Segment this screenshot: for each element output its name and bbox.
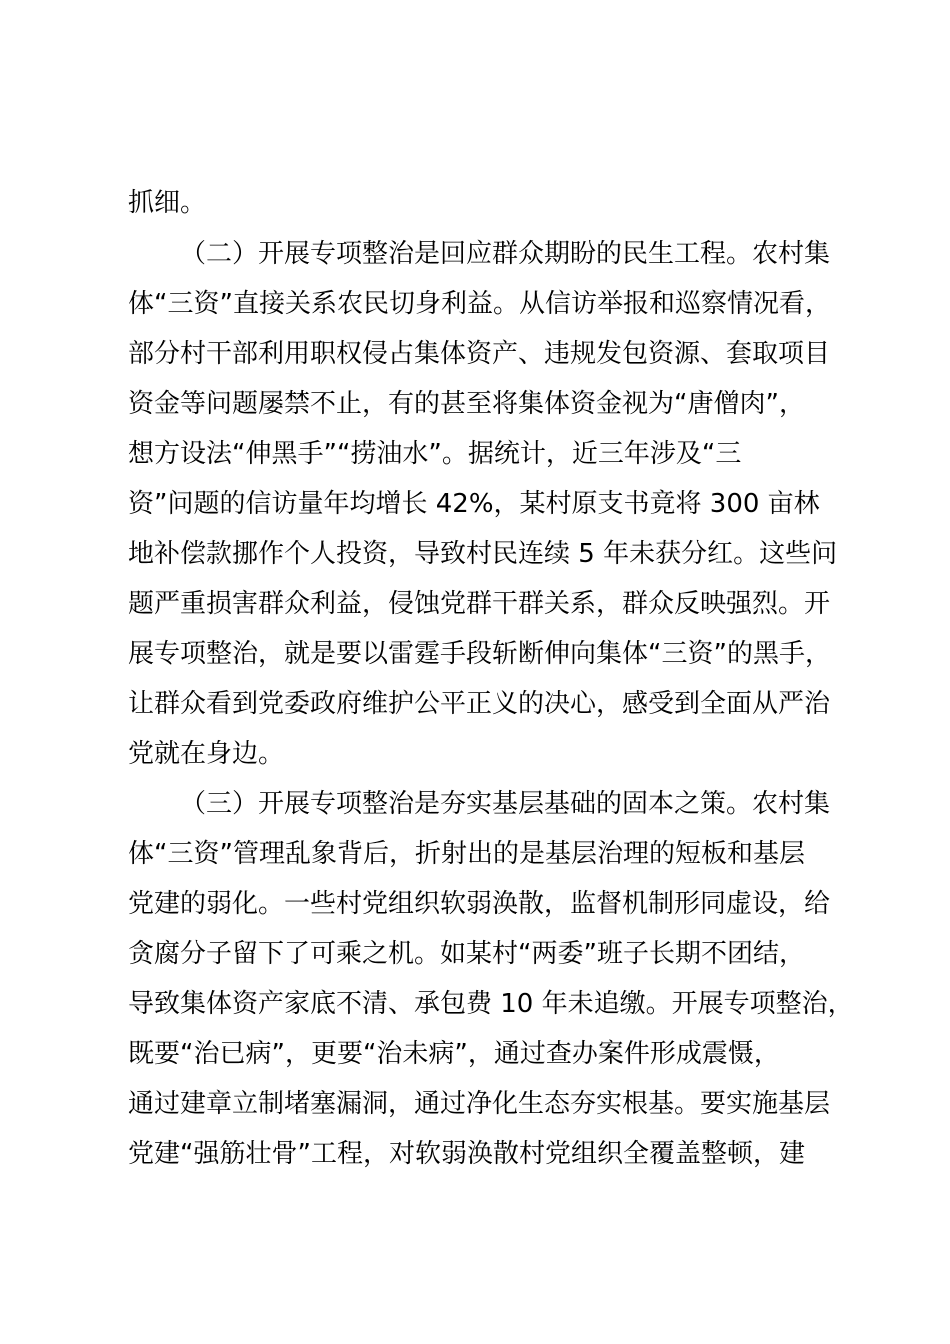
text-line: 资金等问题屡禁不止，有的甚至将集体资金视为“唐僧肉”， xyxy=(128,389,805,419)
text-line: 想方设法“伸黑手”“捞油水”。据统计，近三年涉及“三 xyxy=(128,439,742,469)
text-line: 部分村干部利用职权侵占集体资产、违规发包资源、套取项目 xyxy=(128,339,831,369)
text-line: 通过建章立制堵塞漏洞，通过净化生态夯实根基。要实施基层 xyxy=(128,1089,831,1119)
text-line: 抓细。 xyxy=(128,188,207,218)
text-line: 展专项整治，就是要以雷霆手段斩断伸向集体“三资”的黑手， xyxy=(128,639,831,669)
text-line: 党建的弱化。一些村党组织软弱涣散，监督机制形同虚设，给 xyxy=(128,889,831,919)
text-line: 体“三资”直接关系农民切身利益。从信访举报和巡察情况看， xyxy=(128,289,831,319)
text-line: 体“三资”管理乱象背后，折射出的是基层治理的短板和基层 xyxy=(128,839,805,869)
text-line: 导致集体资产家底不清、承包费 10 年未追缴。开展专项整治， xyxy=(128,989,854,1019)
section-heading-2: （二）开展专项整治是回应群众期盼的民生工程。农村集 xyxy=(180,239,831,269)
text-line: 党建“强筋壮骨”工程，对软弱涣散村党组织全覆盖整顿，建 xyxy=(128,1139,805,1169)
text-line: 地补偿款挪作个人投资，导致村民连续 5 年未获分红。这些问 xyxy=(128,539,838,569)
text-line: 资”问题的信访量年均增长 42%，某村原支书竟将 300 亩林 xyxy=(128,489,820,519)
text-line: 让群众看到党委政府维护公平正义的决心，感受到全面从严治 xyxy=(128,689,831,719)
text-line: 党就在身边。 xyxy=(128,739,285,769)
text-line: 题严重损害群众利益，侵蚀党群干群关系，群众反映强烈。开 xyxy=(128,589,831,619)
text-line: 贪腐分子留下了可乘之机。如某村“两委”班子长期不团结， xyxy=(128,939,805,969)
section-heading-3: （三）开展专项整治是夯实基层基础的固本之策。农村集 xyxy=(180,789,831,819)
text-line: 既要“治已病”，更要“治未病”，通过查办案件形成震慑， xyxy=(128,1039,780,1069)
